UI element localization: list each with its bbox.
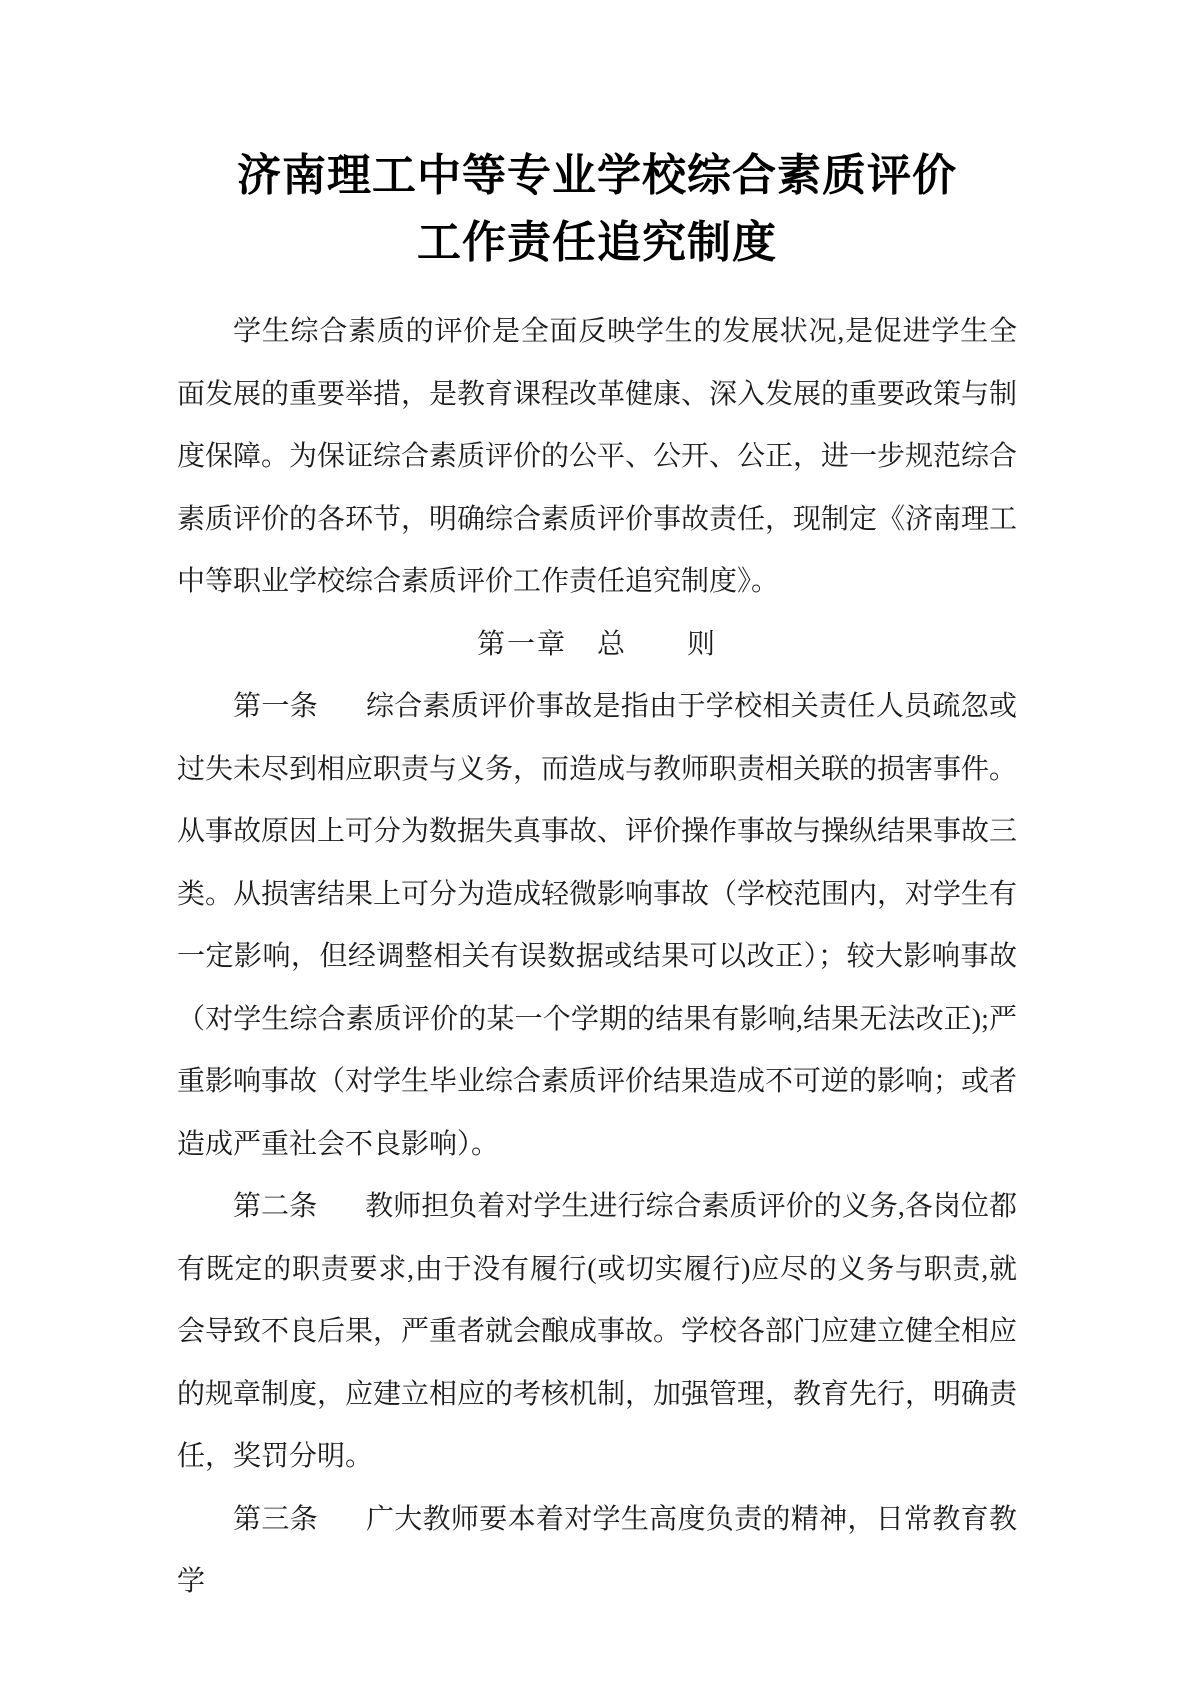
- chapter-1-heading: 第一章 总 则: [476, 628, 717, 660]
- intro-paragraph: 学生综合素质的评价是全面反映学生的发展状况,是促进学生全面发展的重要举措，是教育课程改革健康、深入发展的重要政策与制度保障。为保证综合素质评价的公平、公开、公正，进一步规范综合素质评价的各环节，明确综合素质评价事故责任，现制定《济南理工中等职业学校综合素质评价工作责任追究制度》。: [177, 316, 1018, 597]
- article-2-text: 教师担负着对学生进行综合素质评价的义务,各岗位都有既定的职责要求,由于没有履行(或切实履行)应尽的义务与职责,就会导致不良后果，严重者就会酿成事故。学校各部门应建立健全相应的规章制度，应建立相应的考核机制，加强管理，教育先行，明确责任，奖罚分明。: [177, 1191, 1018, 1472]
- article-3-paragraph: [177, 1489, 1017, 1614]
- article-3-label: 第三条: [233, 1503, 318, 1535]
- document-title: [177, 142, 1017, 276]
- document-title-line1: 济南理工中等专业学校综合素质评价: [237, 151, 957, 200]
- document-title-line2: 工作责任追究制度: [417, 218, 777, 267]
- article-1-label: 第一条: [233, 691, 318, 722]
- article-2-label: 第二条: [233, 1191, 318, 1222]
- article-1-paragraph: [177, 676, 1017, 1176]
- article-1-text: 综合素质评价事故是指由于学校相关责任人员疏忽或过失未尽到相应职责与义务，而造成与教师职责相关联的损害事件。从事故原因上可分为数据失真事故、评价操作事故与操纵结果事故三类。从损害结果上可分为造成轻微影响事故（学校范围内，对学生有一定影响，但经调整相关有误数据或结果可以改正）；较大影响事故（对学生综合素质评价的某一个学期的结果有影响,结果无法改正);严重影响事故（对学生毕业综合素质评价结果造成不可逆的影响；或者造成严重社会不良影响）。: [177, 691, 1018, 1160]
- article-2-paragraph: [177, 1176, 1017, 1489]
- article-3-text: 广大教师要本着对学生高度负责的精神，日常教育教学: [177, 1503, 1017, 1597]
